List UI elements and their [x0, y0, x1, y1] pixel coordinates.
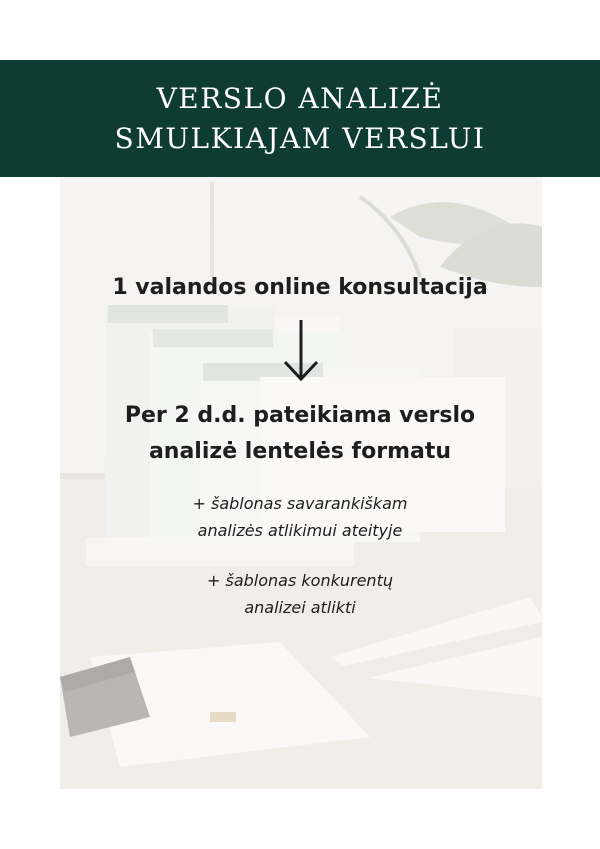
- consultation-text: 1 valandos online konsultacija: [112, 275, 488, 300]
- extra-line-1: + šablonas konkurentų: [207, 571, 393, 590]
- analysis-line-2: analizė lentelės formatu: [148, 439, 452, 464]
- analysis-line-1: Per 2 d.d. pateikiama verslo: [124, 403, 476, 428]
- title-line-2: SMULKIAJAM VERSLUI: [114, 121, 486, 155]
- extra-line-2: analizės atlikimui ateityje: [197, 521, 403, 540]
- extra-line-2: analizei atlikti: [244, 598, 356, 617]
- title-line-1: VERSLO ANALIZĖ: [156, 81, 444, 115]
- extra-template-self: [0, 490, 600, 544]
- extra-template-competitors: [0, 567, 600, 621]
- analysis-text: [0, 398, 600, 470]
- extra-line-1: + šablonas savarankiškam: [192, 494, 408, 513]
- arrow-down-icon: [281, 318, 321, 384]
